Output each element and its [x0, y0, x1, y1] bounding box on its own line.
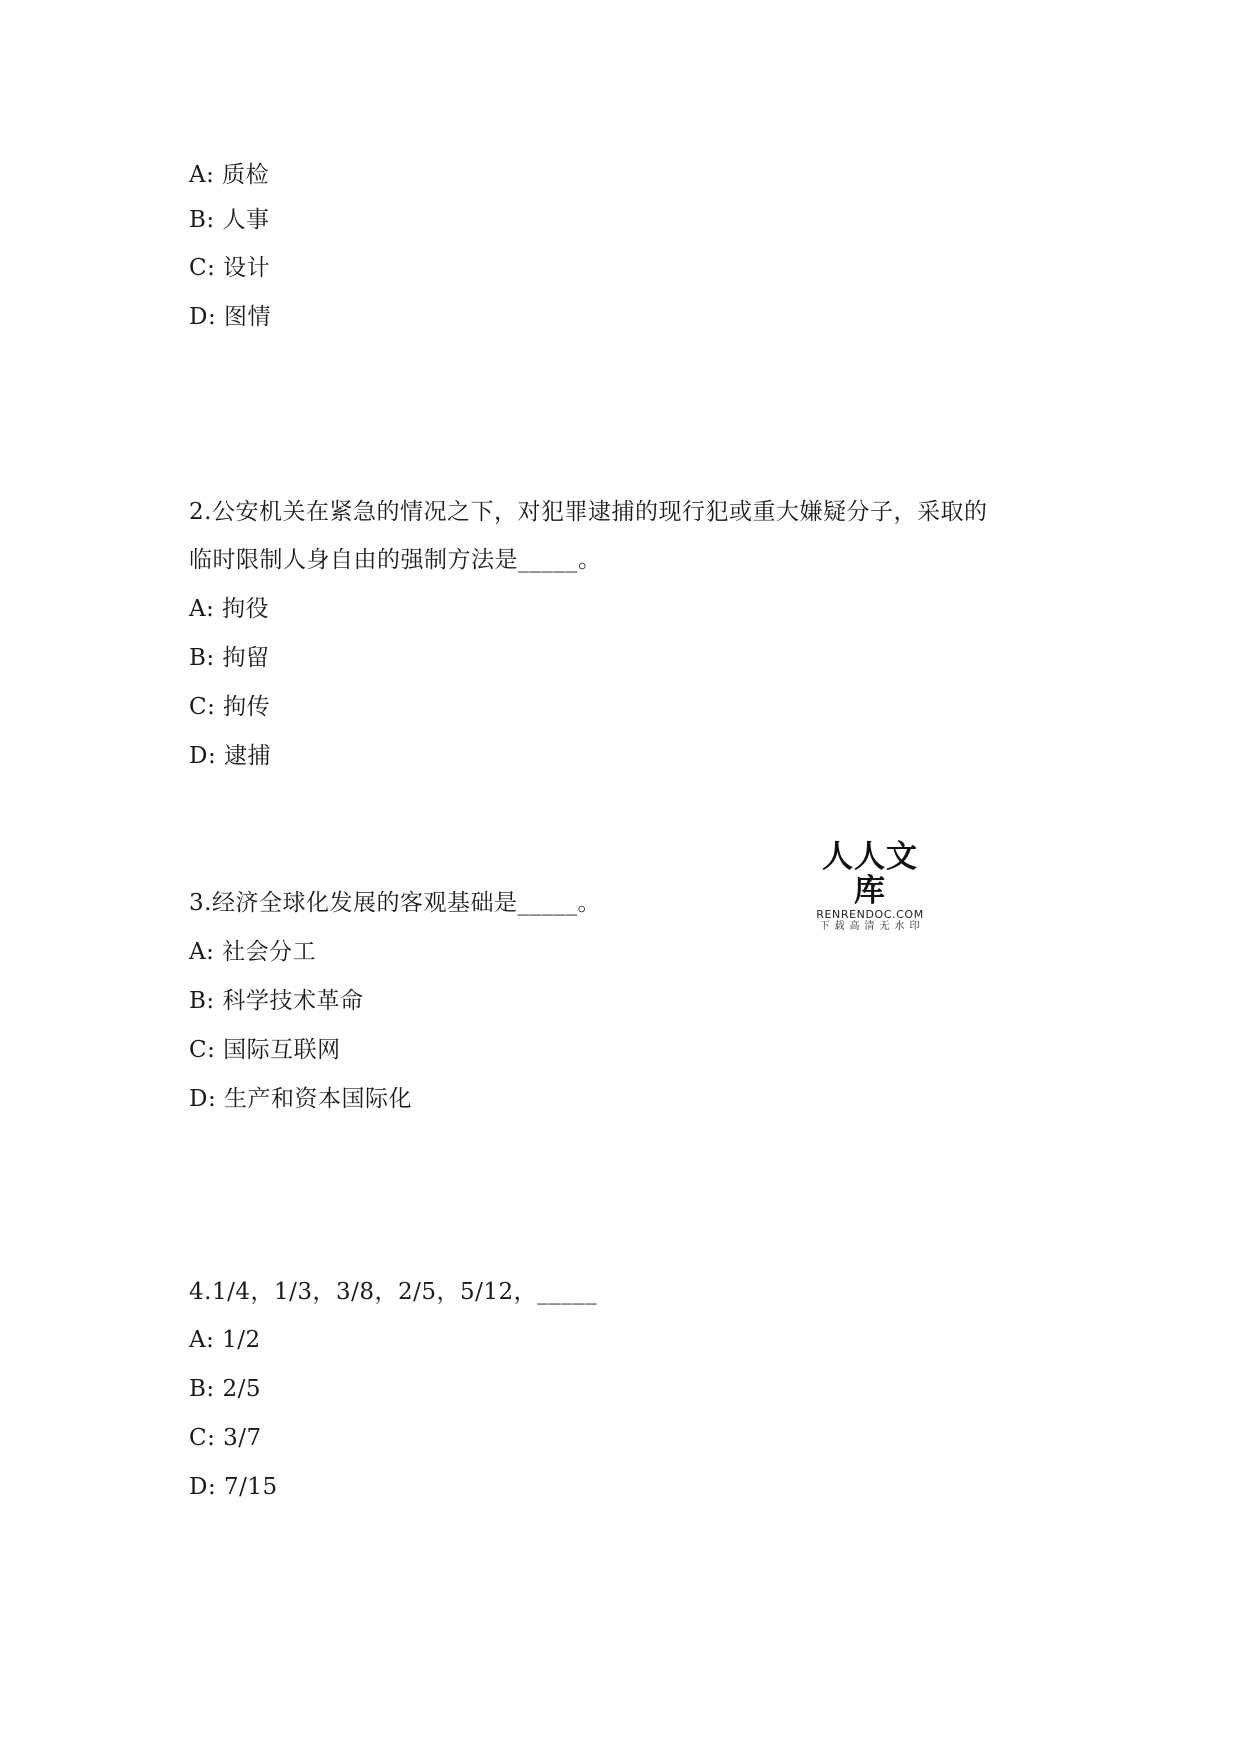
q2-option-c: C: 拘传: [189, 694, 271, 720]
q1-option-c: C: 设计: [189, 255, 271, 281]
q2-option-b: B: 拘留: [189, 645, 270, 671]
watermark-url: RENRENDOC.COM: [816, 908, 924, 921]
q3-option-a: A: 社会分工: [189, 939, 317, 965]
q3-option-d: D: 生产和资本国际化: [189, 1086, 413, 1112]
q4-option-c: C: 3/7: [189, 1425, 262, 1451]
watermark-title: 人人文库: [822, 839, 918, 909]
q2-question-line2: 临时限制人身自由的强制方法是_____。: [189, 547, 602, 573]
q2-question-line1: 2.公安机关在紧急的情况之下，对犯罪逮捕的现行犯或重大嫌疑分子，采取的: [189, 499, 988, 525]
q2-option-a: A: 拘役: [189, 596, 270, 622]
q3-question: 3.经济全球化发展的客观基础是_____。: [189, 890, 601, 916]
renrendoc-watermark: [808, 840, 932, 933]
q1-option-a: A: 质检: [189, 162, 270, 188]
q1-option-b: B: 人事: [189, 207, 270, 233]
q4-option-b: B: 2/5: [189, 1376, 261, 1402]
q3-option-c: C: 国际互联网: [189, 1037, 341, 1063]
q4-option-a: A: 1/2: [189, 1327, 261, 1353]
q3-option-b: B: 科学技术革命: [189, 988, 364, 1014]
q1-option-d: D: 图情: [189, 304, 272, 330]
q2-option-d: D: 逮捕: [189, 743, 272, 769]
q4-option-d: D: 7/15: [189, 1474, 278, 1500]
q4-question: 4.1/4，1/3，3/8，2/5，5/12，_____: [189, 1279, 598, 1305]
watermark-subtitle: 下载高清无水印: [819, 921, 925, 932]
